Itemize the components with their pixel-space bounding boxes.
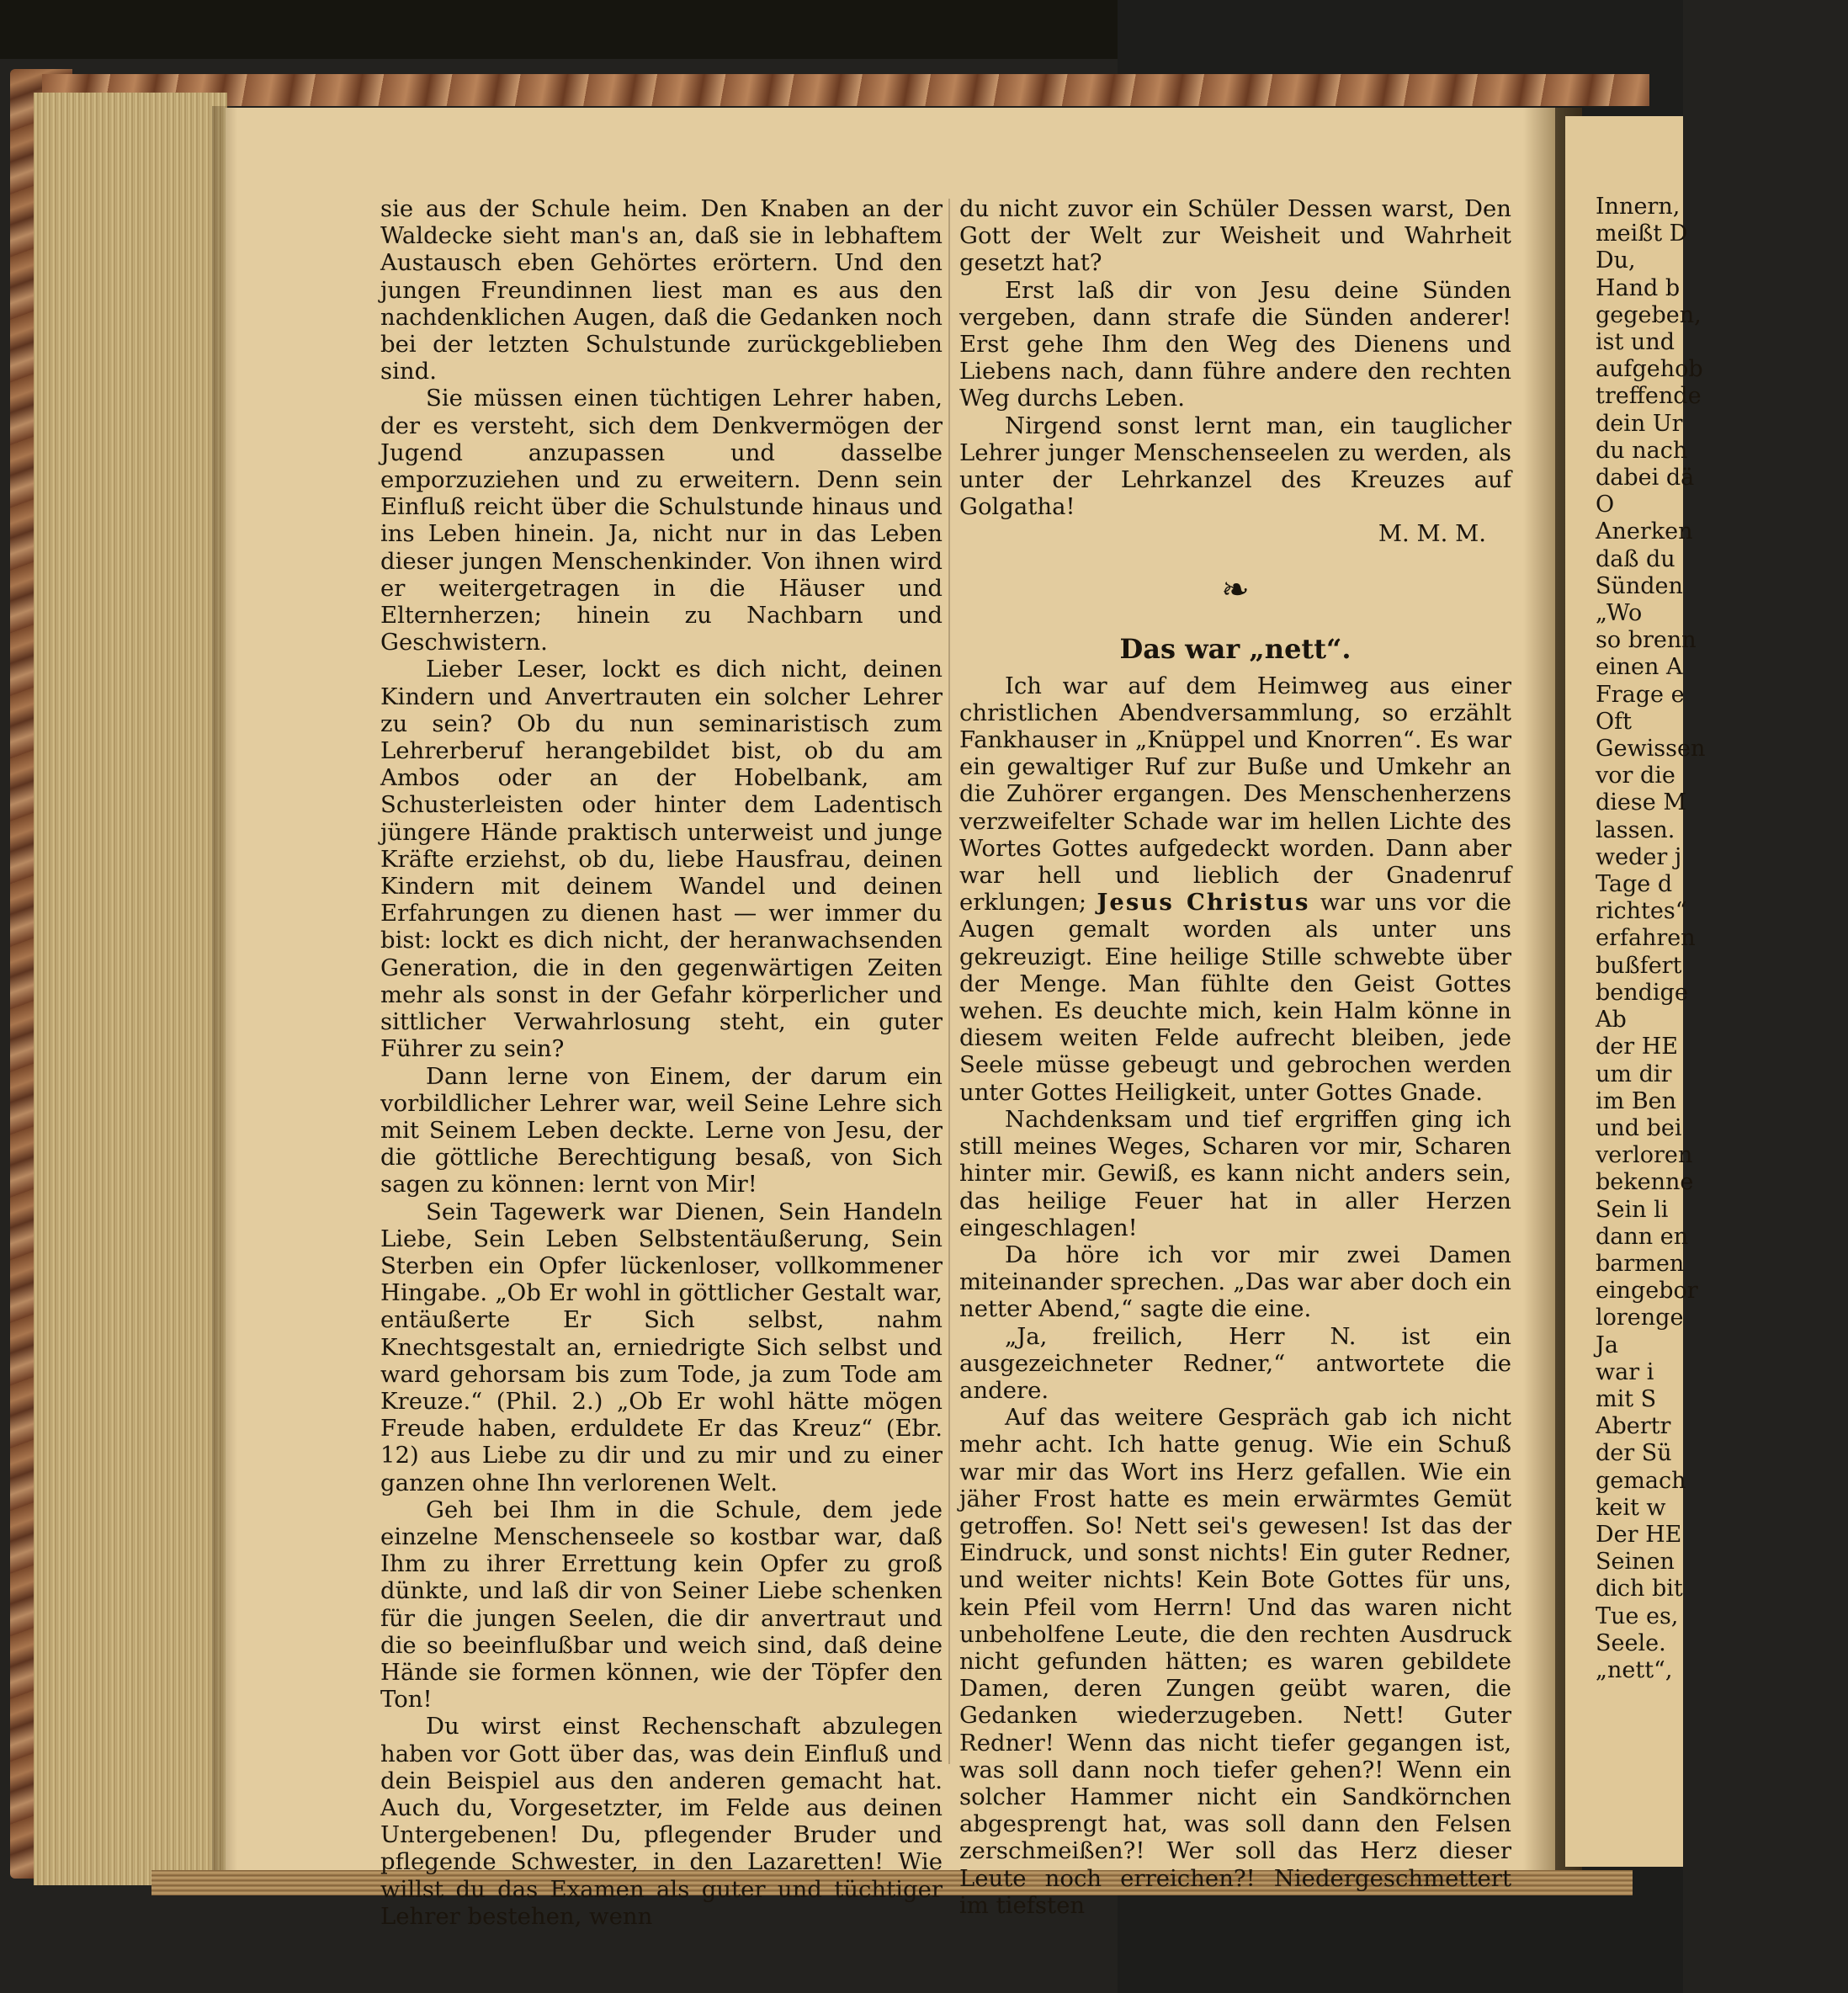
next-page-line: dich bit <box>1596 1576 1683 1602</box>
next-page-line: Innern, <box>1596 194 1681 220</box>
next-page-line: treffende <box>1596 383 1702 410</box>
column-divider <box>948 199 950 1764</box>
next-page-line: Anerken <box>1596 518 1693 545</box>
paragraph: Auf das weitere Gespräch gab ich nicht mehr acht. Ich hatte genug. Wie ein Schuß war mir das Wort ins Herz gefallen. Wie ein jäher Frost hatte es mein erwärmtes Gemüt getroffen. So! Nett sei's gewesen! Ist das der Eindruck, und sonst nichts! Ein guter Redner, und weiter nichts! Kein Bote Gottes für uns, kein Pfeil vom Herrn! Und das waren nicht unbeholfene Leute, die den rechten Ausdruck nicht gefunden hätten; es waren gebildete Damen, deren Zungen geübt waren, die Gedanken wiederzugeben. Nett! Guter Redner! Wenn das nicht tiefer gegangen ist, was soll dann noch tiefer gehen?! Wenn ein solcher Hammer nicht ein Sandkörnchen abgesprengt hat, was soll dann den Felsen zerschmeißen?! Wer soll das Herz dieser Leute noch erreichen?! Niedergeschmettert im tiefsten <box>959 1404 1511 1919</box>
next-page-line: Tage d <box>1596 871 1673 898</box>
next-page-line: keit w <box>1596 1494 1666 1521</box>
next-page-line: lassen. <box>1596 816 1675 843</box>
paragraph <box>959 672 1511 1106</box>
next-page-line: „nett“, <box>1596 1656 1673 1683</box>
next-page-line: Sein li <box>1596 1196 1669 1223</box>
next-page-line: dein Ur <box>1596 410 1683 437</box>
paragraph: „Ja, freilich, Herr N. ist ein ausgezeichneter Redner,“ antwortete die andere. <box>959 1322 1511 1404</box>
middle-column <box>959 195 1511 1919</box>
next-page-line: diese M <box>1596 789 1686 816</box>
next-page-line: Seele. <box>1596 1629 1666 1656</box>
next-page-line: Abertr <box>1596 1413 1671 1440</box>
article-headline: Das war „nett“. <box>1119 632 1351 665</box>
next-page-line: barmen <box>1596 1250 1685 1277</box>
next-page-line: Der HE <box>1596 1521 1682 1548</box>
next-page-line: um dir <box>1596 1060 1672 1087</box>
paragraph: Dann lerne von Einem, der darum ein vorbildlicher Lehrer war, weil Seine Lehre sich mit Seinem Leben deckte. Lerne von Jesu, der die göttliche Berechtigung besaß, von Sich sagen zu können: lernt von Mir! <box>380 1062 943 1198</box>
next-page-line: gegeben, <box>1596 301 1702 328</box>
next-page-line: bußfert <box>1596 952 1682 979</box>
next-page-line: eingebor <box>1596 1278 1698 1305</box>
emphasized-name: Jesus Christus <box>1097 889 1310 917</box>
next-page-line: verloren <box>1596 1142 1693 1169</box>
next-page-line: weder j <box>1596 843 1682 870</box>
paragraph: sie aus der Schule heim. Den Knaben an der Waldecke sieht man's an, daß sie in lebhaftem Austausch eben Gehörtes erörtern. Und den jungen Freundinnen liest man es aus den nachdenklichen Augen, daß die Gedanken noch bei der letzten Schulstunde zurückgeblieben sind. <box>380 195 943 385</box>
next-page-line: bekenne <box>1596 1169 1694 1196</box>
marbled-cover-top <box>42 74 1649 106</box>
next-page-line: ist und <box>1596 329 1675 356</box>
next-page-line: mit S <box>1596 1385 1657 1412</box>
next-page-line: Ja <box>1596 1331 1618 1358</box>
next-page-line: dabei dä <box>1596 465 1695 492</box>
next-page-line: und bei <box>1596 1114 1682 1141</box>
text-run: war uns vor die Augen gemalt worden als unter uns gekreuzigt. Eine heilige Stille schwebte über der Menge. Man fühlte den Geist Gottes wehen. Es deuchte mich, kein Halm könne in diesem weiten Felde aufrecht bleiben, jede Seele müsse gebeugt und gebrochen werden unter Gottes Heiligkeit, unter Gottes Gnade. <box>959 889 1511 1106</box>
next-page-line: O <box>1596 492 1615 518</box>
next-page-line: daß du <box>1596 545 1675 572</box>
next-page-line: so brenn <box>1596 627 1697 654</box>
next-page-line: Ab <box>1596 1007 1627 1034</box>
next-page-line: richtes“ <box>1596 898 1687 925</box>
next-page-line: Oft <box>1596 708 1632 735</box>
left-column <box>380 195 943 1930</box>
paragraph: Lieber Leser, lockt es dich nicht, deinen Kindern und Anvertrauten ein solcher Lehrer zu sein? Ob du nun seminaristisch zum Lehrerberuf herangebildet bist, ob du am Ambos oder an der Hobelbank, am Schusterleisten oder hinter dem Ladentisch jüngere Hände praktisch unterweist und junge Kräfte erziehst, ob du, liebe Hausfrau, deinen Kindern mit deinem Wandel und deinen Erfahrungen zu dienen hast — wer immer du bist: lockt es dich nicht, der heranwachsenden Generation, die in den gegenwärtigen Zeiten mehr als sonst in der Gefahr körperlicher und sittlicher Verwahrlosung steht, ein guter Führer zu sein? <box>380 656 943 1063</box>
next-page-line: bendige <box>1596 979 1688 1006</box>
page-shadow <box>212 106 237 1873</box>
paragraph: Geh bei Ihm in die Schule, dem jede einzelne Menschenseele so kostbar war, daß Ihm zu ihrer Errettung kein Opfer zu groß dünkte, und laß dir von Seiner Liebe schenken für die jungen Seelen, die dir anvertraut und die so beeinflußbar und weich sind, daß deine Hände sie formen können, wie der Töpfer den Ton! <box>380 1496 943 1714</box>
fleuron-ornament: ❧ <box>1221 570 1250 609</box>
paragraph: Sie müssen einen tüchtigen Lehrer haben, der es versteht, sich dem Denkvermögen der Jugend anzupassen und dasselbe emporzuziehen und zu erweitern. Denn sein Einfluß reicht über die Schulstunde hinaus und ins Leben hinein. Ja, nicht nur in das Leben dieser jungen Menschenkinder. Von ihnen wird er weitergetragen in die Häuser und Elternherzen; hinein zu Nachbarn und Geschwistern. <box>380 385 943 656</box>
next-page-line: aufgehob <box>1596 356 1703 383</box>
next-page-line: dann en <box>1596 1223 1689 1250</box>
paragraph: Erst laß dir von Jesu deine Sünden vergeben, dann strafe die Sünden anderer! Erst gehe Ihm den Weg des Dienens und Liebens nach, dann führe andere den rechten Weg durchs Leben. <box>959 276 1511 412</box>
paragraph: Nirgend sonst lernt man, ein tauglicher Lehrer junger Menschenseelen zu werden, als unter der Lehrkanzel des Kreuzes auf Golgatha! <box>959 412 1511 521</box>
next-page-line: du nach <box>1596 437 1688 464</box>
paragraph: Da höre ich vor mir zwei Damen miteinander sprechen. „Das war aber doch ein netter Abend,“ sagte die eine. <box>959 1241 1511 1323</box>
next-page-line: Gewissen <box>1596 736 1706 763</box>
next-page-line: Sünden <box>1596 572 1683 599</box>
next-page-line: meißt D <box>1596 221 1688 247</box>
next-page-line: vor die <box>1596 763 1675 789</box>
next-page-line: war i <box>1596 1358 1654 1385</box>
paragraph: Nachdenksam und tief ergriffen ging ich still meines Weges, Scharen vor mir, Scharen hinter mir. Gewiß, es kann nicht anders sein, das heilige Feuer hat in aller Herzen eingeschlagen! <box>959 1105 1511 1241</box>
paragraph: du nicht zuvor ein Schüler Dessen warst, Den Gott der Welt zur Weisheit und Wahrheit gesetzt hat? <box>959 195 1511 277</box>
text-run: Ich war auf dem Heimweg aus einer christlichen Abendversammlung, so erzählt Fankhauser in „Knüppel und Knorren“. Es war ein gewaltiger Ruf zur Buße und Umkehr an die Zuhörer ergangen. Des Menschenherzens verzweifelter Schade war im hellen Lichte des Wortes Gottes aufgedeckt worden. Dann aber war hell und lieblich der Gnadenruf erklungen; <box>959 672 1511 917</box>
stacked-page-edges <box>34 93 227 1885</box>
next-page-line: erfahren <box>1596 925 1696 952</box>
paragraph: Du wirst einst Rechenschaft abzulegen haben vor Gott über das, was dein Einfluß und dein Beispiel aus den anderen gemacht hat. Auch du, Vorgesetzter, im Felde aus deinen Untergebenen! Du, pflegender Bruder und pflegende Schwester, in den Lazaretten! Wie willst du das Examen als guter und tüchtiger Lehrer bestehen, wenn <box>380 1713 943 1930</box>
next-page-line: einen A <box>1596 654 1683 681</box>
author-signature: M. M. M. <box>1378 520 1486 548</box>
next-page-column <box>1565 116 1848 1684</box>
next-page-line: Hand b <box>1596 274 1681 301</box>
paragraph: Sein Tagewerk war Dienen, Sein Handeln Liebe, Sein Leben Selbstentäußerung, Sein Sterben ein Opfer lückenloser, vollkommener Hingabe. „Ob Er wohl in göttlicher Gestalt war, entäußerte Er Sich selbst, nahm Knechtsgestalt an, erniedrigte Sich selbst und ward gehorsam bis zum Tode, ja zum Tode am Kreuze.“ (Phil. 2.) „Ob Er wohl hätte mögen Freude haben, erduldete Er das Kreuz“ (Ebr. 12) aus Liebe zu dir und zu mir und zu einer ganzen ohne Ihn verlorenen Welt. <box>380 1198 943 1496</box>
next-page-line: gemach <box>1596 1467 1686 1494</box>
next-page-line: Du, <box>1596 247 1636 274</box>
next-page-line: der Sü <box>1596 1440 1672 1467</box>
next-page-line: im Ben <box>1596 1087 1677 1114</box>
next-page-line: Tue es, <box>1596 1602 1679 1629</box>
next-page-line: Seinen <box>1596 1549 1675 1576</box>
next-page-line: der HE <box>1596 1034 1679 1060</box>
next-page-edge <box>1565 116 1706 1867</box>
next-page-line: lorenge <box>1596 1305 1684 1331</box>
next-page-line: Frage e <box>1596 681 1685 708</box>
next-page-line: „Wo <box>1596 600 1643 627</box>
